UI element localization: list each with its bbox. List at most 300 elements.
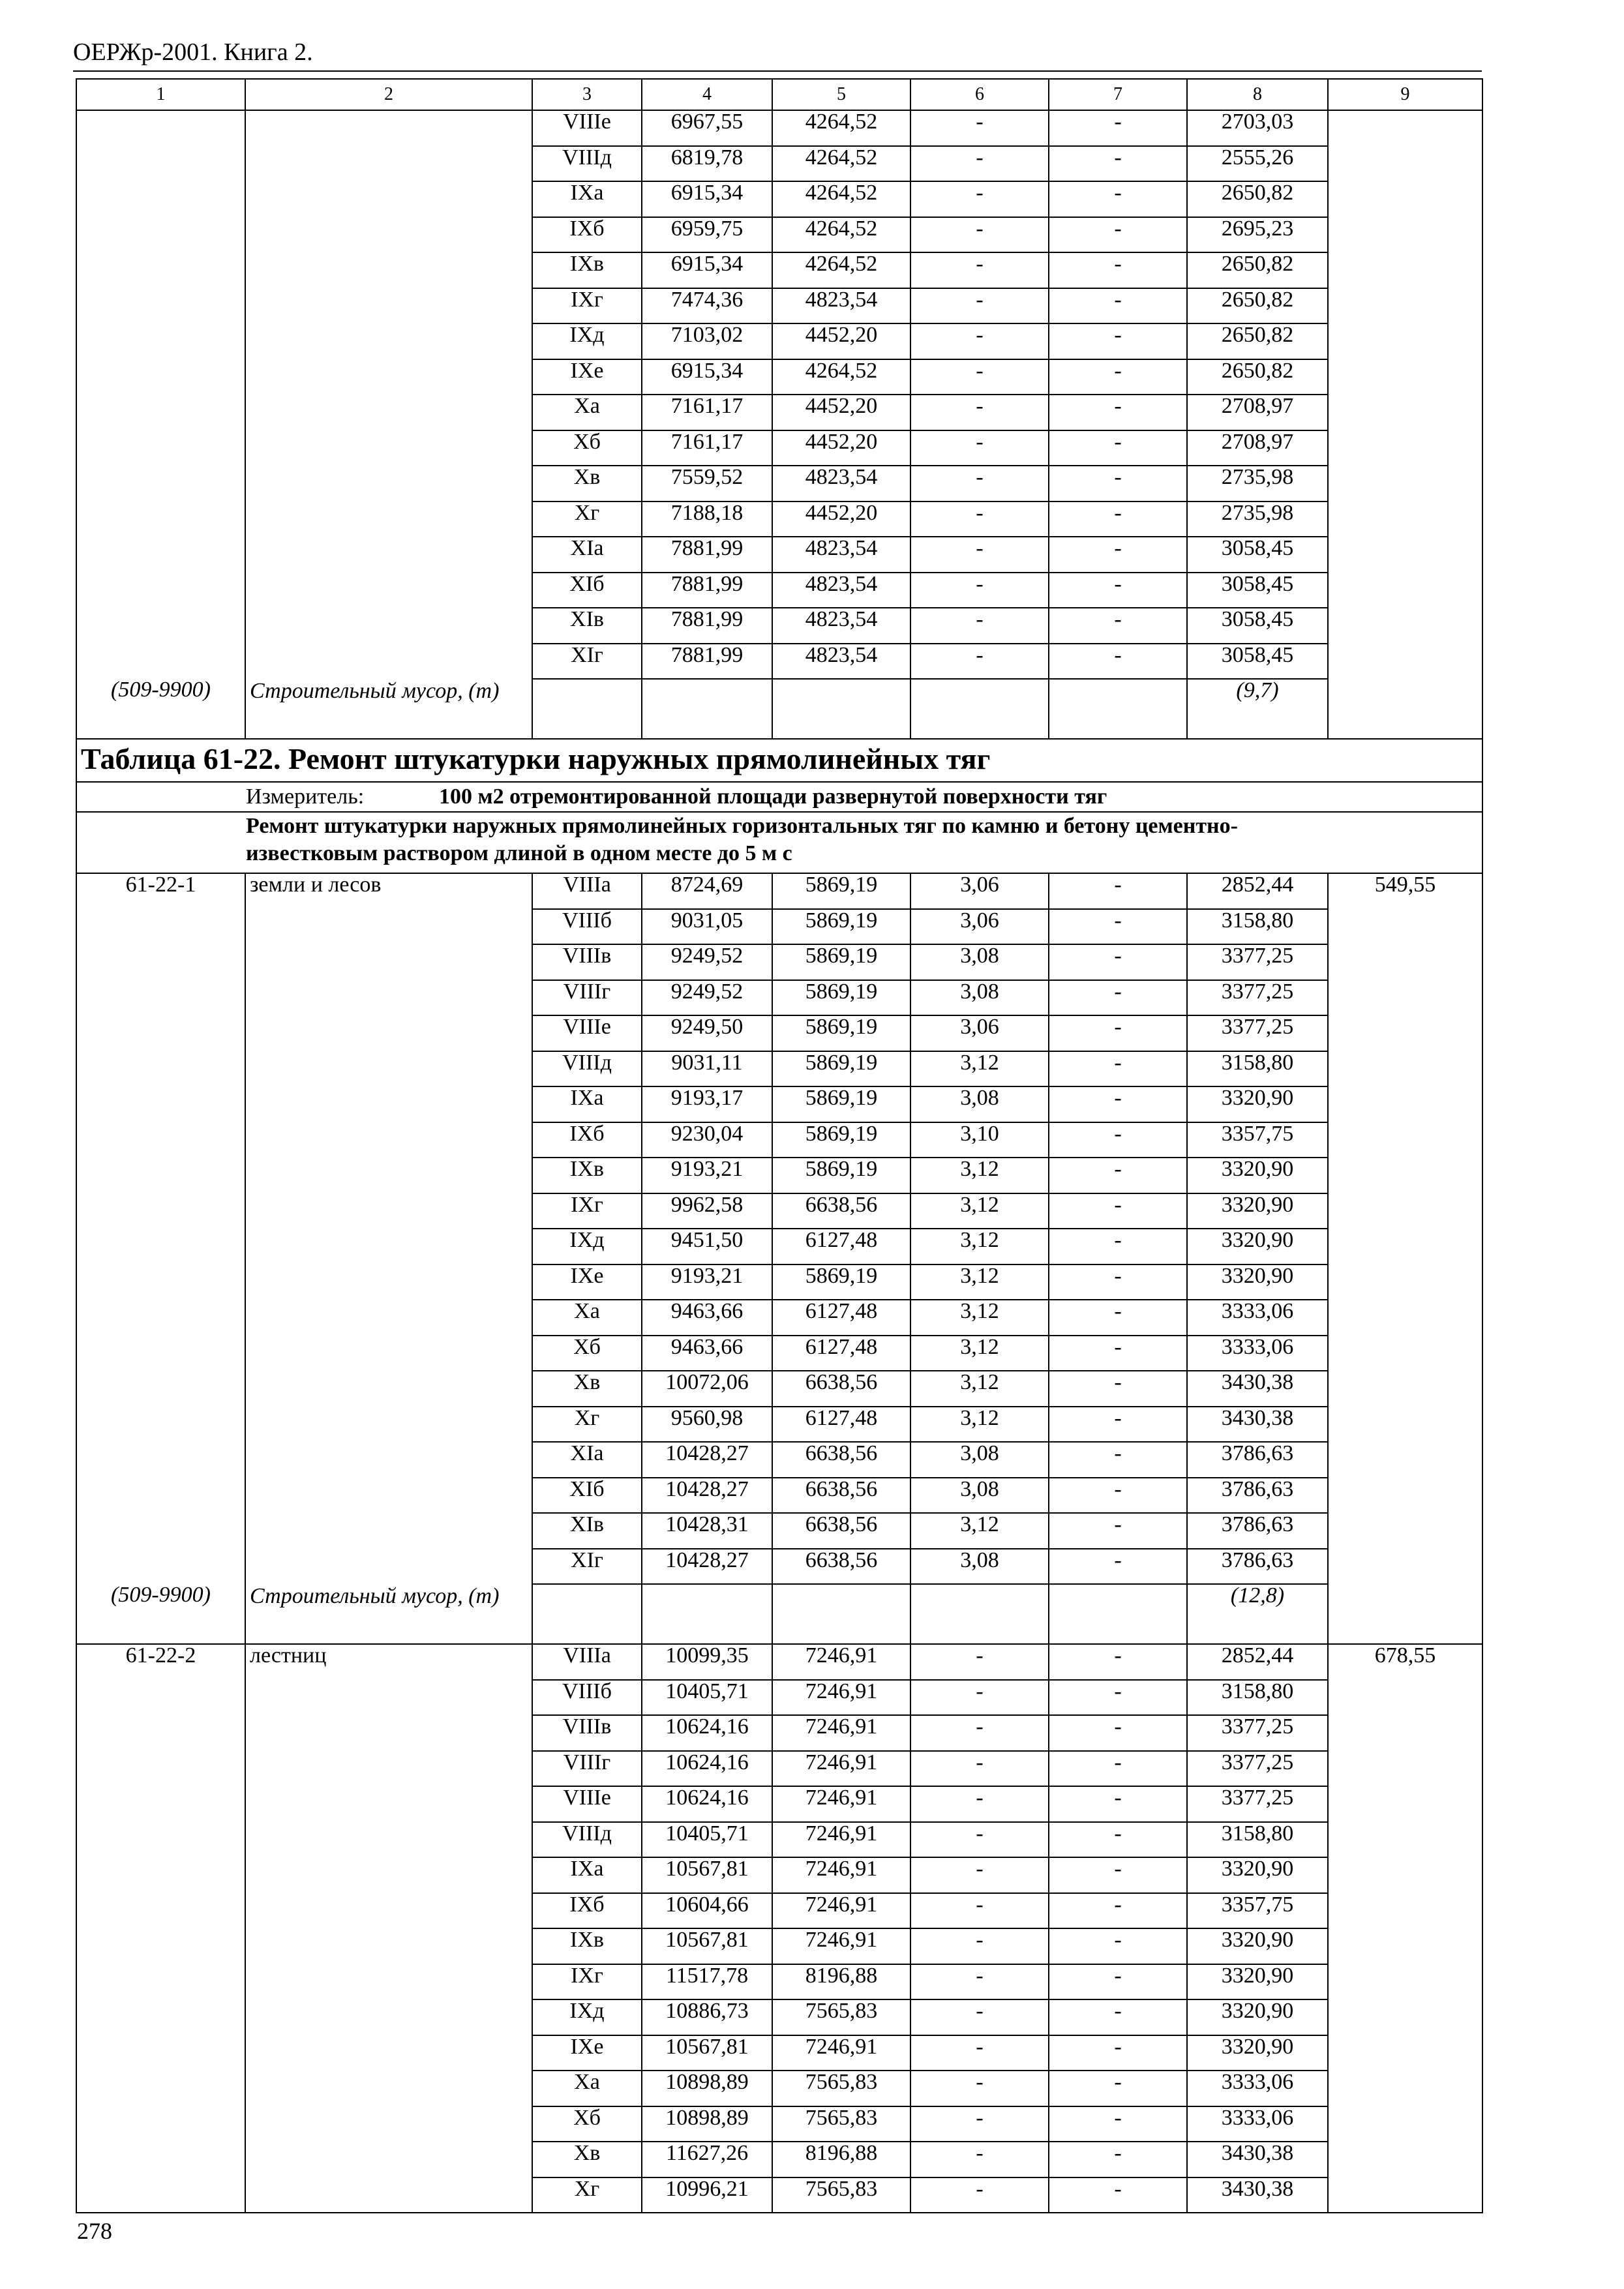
labor-cost [1328,1928,1482,1964]
total-cost: 7188,18 [642,501,772,537]
table-row [76,1786,1482,1822]
table-row [76,1336,1482,1371]
table-row [76,323,1482,359]
table-row [76,1999,1482,2035]
position-code [76,1122,245,1158]
labor-cost [1328,980,1482,1016]
machine-cost: - [910,1857,1049,1893]
position-code [76,909,245,945]
region-code: Xб [532,1336,642,1371]
wages: 7246,91 [772,1786,910,1822]
machine-cost: - [910,2177,1049,2213]
position-code [76,1964,245,2000]
machinist-wages: - [1049,1015,1187,1051]
region-code: IXд [532,1999,642,2035]
position-code [76,1442,245,1478]
region-code: IXе [532,2035,642,2071]
table-row [76,573,1482,608]
materials-cost: 2555,26 [1187,146,1328,182]
machinist-wages: - [1049,430,1187,466]
wages: 6127,48 [772,1336,910,1371]
wages: 4264,52 [772,181,910,217]
machine-cost: 3,06 [910,909,1049,945]
work-name [245,944,532,980]
labor-cost [1328,1442,1482,1478]
machine-cost: - [910,1715,1049,1751]
region-code: XIг [532,1549,642,1585]
total-cost: 10428,27 [642,1442,772,1478]
labor-cost [1328,944,1482,980]
empty-cell [1328,679,1482,739]
total-cost: 9463,66 [642,1300,772,1336]
work-name [245,181,532,217]
labor-cost [1328,146,1482,182]
position-code [76,1715,245,1751]
table-row [76,1442,1482,1478]
work-name [245,1549,532,1585]
work-name [245,430,532,466]
machine-cost: - [910,217,1049,253]
labor-cost [1328,1015,1482,1051]
debris-code: (509-9900) [76,1584,245,1644]
column-number: 1 [76,79,245,110]
table-row [76,2071,1482,2106]
position-code [76,1822,245,1858]
materials-cost: 2650,82 [1187,252,1328,288]
machinist-wages: - [1049,2071,1187,2106]
machinist-wages: - [1049,359,1187,395]
labor-cost [1328,1051,1482,1087]
region-code: Xб [532,430,642,466]
total-cost: 10604,66 [642,1893,772,1929]
machinist-wages: - [1049,980,1187,1016]
total-cost: 9249,52 [642,944,772,980]
table-row [76,466,1482,501]
machinist-wages: - [1049,466,1187,501]
work-name [245,1407,532,1443]
table-row [76,1478,1482,1514]
region-code: XIа [532,1442,642,1478]
region-code: VIIIб [532,1680,642,1716]
machine-cost: 3,10 [910,1122,1049,1158]
total-cost: 10567,81 [642,1928,772,1964]
total-cost: 10567,81 [642,2035,772,2071]
work-name [245,1336,532,1371]
position-code [76,1371,245,1407]
table-row [76,2035,1482,2071]
wages: 4264,52 [772,146,910,182]
machinist-wages: - [1049,110,1187,146]
machinist-wages: - [1049,217,1187,253]
region-code: IXг [532,1964,642,2000]
machinist-wages: - [1049,1442,1187,1478]
machinist-wages: - [1049,537,1187,573]
machinist-wages: - [1049,1371,1187,1407]
total-cost: 8724,69 [642,873,772,909]
materials-cost: 3058,45 [1187,644,1328,680]
total-cost: 6967,55 [642,110,772,146]
total-cost: 7881,99 [642,608,772,644]
materials-cost: 3786,63 [1187,1478,1328,1514]
total-cost: 10099,35 [642,1644,772,1680]
region-code: IXе [532,1264,642,1300]
total-cost: 9193,21 [642,1264,772,1300]
materials-cost: 2703,03 [1187,110,1328,146]
work-name [245,1680,532,1716]
wages: 7246,91 [772,1644,910,1680]
position-code [76,395,245,430]
materials-cost: 3786,63 [1187,1442,1328,1478]
position-code [76,1786,245,1822]
total-cost: 9031,05 [642,909,772,945]
machinist-wages: - [1049,252,1187,288]
wages: 7246,91 [772,2035,910,2071]
total-cost: 10624,16 [642,1751,772,1787]
labor-cost [1328,217,1482,253]
table-row [76,1513,1482,1549]
region-code: Xг [532,2177,642,2213]
region-code: VIIIб [532,909,642,945]
machine-cost: - [910,252,1049,288]
position-code [76,1015,245,1051]
machinist-wages: - [1049,1680,1187,1716]
machinist-wages: - [1049,288,1187,324]
table-row [76,288,1482,324]
position-code [76,2142,245,2177]
materials-cost: 3058,45 [1187,608,1328,644]
region-code: IXб [532,217,642,253]
materials-cost: 3320,90 [1187,1264,1328,1300]
table-row [76,2142,1482,2177]
position-code [76,110,245,146]
labor-cost [1328,1715,1482,1751]
materials-cost: 3333,06 [1187,1300,1328,1336]
work-name [245,608,532,644]
empty-cell [532,679,642,739]
materials-cost: 3377,25 [1187,1751,1328,1787]
machine-cost: - [910,110,1049,146]
work-name [245,1999,532,2035]
work-name [245,359,532,395]
work-name: лестниц [245,1644,532,1680]
machinist-wages: - [1049,1513,1187,1549]
labor-cost [1328,608,1482,644]
materials-cost: 2650,82 [1187,323,1328,359]
wages: 7246,91 [772,1751,910,1787]
total-cost: 7103,02 [642,323,772,359]
wages: 8196,88 [772,1964,910,2000]
wages: 6638,56 [772,1549,910,1585]
materials-cost: 2650,82 [1187,288,1328,324]
labor-cost [1328,537,1482,573]
total-cost: 10886,73 [642,1999,772,2035]
wages: 4823,54 [772,537,910,573]
labor-cost [1328,252,1482,288]
work-name [245,395,532,430]
machinist-wages: - [1049,1051,1187,1087]
total-cost: 10624,16 [642,1786,772,1822]
total-cost: 10428,31 [642,1513,772,1549]
empty-cell [532,1584,642,1644]
work-name [245,1193,532,1229]
materials-cost: 3320,90 [1187,1999,1328,2035]
wages: 5869,19 [772,1086,910,1122]
machinist-wages: - [1049,2177,1187,2213]
wages: 6638,56 [772,1193,910,1229]
machine-cost: 3,12 [910,1407,1049,1443]
work-name [245,1229,532,1264]
work-name [245,1371,532,1407]
wages: 5869,19 [772,980,910,1016]
column-number: 5 [772,79,910,110]
materials-cost: 3357,75 [1187,1122,1328,1158]
machinist-wages: - [1049,395,1187,430]
work-name [245,573,532,608]
wages: 6127,48 [772,1300,910,1336]
machine-cost: 3,12 [910,1371,1049,1407]
empty-cell [910,679,1049,739]
region-code: VIIIг [532,1751,642,1787]
meter-label: Измеритель: [246,785,365,809]
materials-cost: 3430,38 [1187,1371,1328,1407]
position-code [76,2106,245,2142]
labor-cost [1328,2142,1482,2177]
work-name [245,1928,532,1964]
meter-value: 100 м2 отремонтированной площади развернутой поверхности тяг [439,785,1107,809]
total-cost: 10567,81 [642,1857,772,1893]
work-name [245,466,532,501]
machine-cost: 3,12 [910,1158,1049,1193]
machine-cost: - [910,1680,1049,1716]
position-code [76,1051,245,1087]
labor-cost [1328,1822,1482,1858]
region-code: IXг [532,288,642,324]
machinist-wages: - [1049,501,1187,537]
machine-cost: - [910,430,1049,466]
machine-cost: - [910,1751,1049,1787]
labor-cost: 549,55 [1328,873,1482,909]
machine-cost: 3,12 [910,1264,1049,1300]
machine-cost: 3,12 [910,1513,1049,1549]
machine-cost: - [910,359,1049,395]
materials-cost: 3377,25 [1187,1715,1328,1751]
region-code: Xа [532,1300,642,1336]
total-cost: 6819,78 [642,146,772,182]
region-code: IXв [532,1928,642,1964]
materials-cost: 3320,90 [1187,1158,1328,1193]
wages: 5869,19 [772,1015,910,1051]
machine-cost: - [910,1928,1049,1964]
position-code [76,2177,245,2213]
machinist-wages: - [1049,1478,1187,1514]
region-code: VIIIа [532,1644,642,1680]
work-name [245,644,532,680]
position-code [76,980,245,1016]
machinist-wages: - [1049,944,1187,980]
work-name [245,1086,532,1122]
region-code: XIб [532,1478,642,1514]
wages: 4823,54 [772,644,910,680]
position-code [76,2071,245,2106]
wages: 7246,91 [772,1893,910,1929]
table-row [76,395,1482,430]
labor-cost [1328,909,1482,945]
table-row [76,1680,1482,1716]
labor-cost [1328,1964,1482,2000]
machine-cost: - [910,395,1049,430]
machine-cost: 3,06 [910,1015,1049,1051]
materials-cost: 2735,98 [1187,501,1328,537]
materials-cost: 2650,82 [1187,359,1328,395]
region-code: VIIIв [532,1715,642,1751]
work-name [245,2177,532,2213]
total-cost: 7161,17 [642,395,772,430]
total-cost: 7881,99 [642,537,772,573]
machine-cost: - [910,2035,1049,2071]
meter-row [76,782,1482,812]
region-code: VIIIд [532,146,642,182]
work-name [245,110,532,146]
work-name [245,980,532,1016]
position-code [76,537,245,573]
total-cost: 7559,52 [642,466,772,501]
labor-cost [1328,1229,1482,1264]
debris-name: Строительный мусор, (т) [245,1584,532,1644]
machinist-wages: - [1049,323,1187,359]
table-row [76,1549,1482,1585]
materials-cost: 3058,45 [1187,573,1328,608]
region-code: VIIIд [532,1051,642,1087]
table-row [76,1158,1482,1193]
machinist-wages: - [1049,1893,1187,1929]
position-code [76,146,245,182]
work-name [245,1822,532,1858]
labor-cost [1328,1336,1482,1371]
machine-cost: - [910,501,1049,537]
table-row [76,980,1482,1016]
position-code: 61-22-1 [76,873,245,909]
table-row [76,1193,1482,1229]
region-code: XIб [532,573,642,608]
machine-cost: 3,12 [910,1229,1049,1264]
work-name [245,1264,532,1300]
work-name [245,217,532,253]
labor-cost [1328,359,1482,395]
table-row [76,1015,1482,1051]
position-code [76,1999,245,2035]
machine-cost: 3,08 [910,1442,1049,1478]
position-code [76,359,245,395]
total-cost: 6959,75 [642,217,772,253]
machine-cost: - [910,2142,1049,2177]
table-row [76,181,1482,217]
machine-cost: - [910,466,1049,501]
work-name [245,909,532,945]
materials-cost: 3158,80 [1187,1822,1328,1858]
materials-cost: 2650,82 [1187,181,1328,217]
region-code: XIв [532,608,642,644]
machine-cost: - [910,288,1049,324]
materials-cost: 3158,80 [1187,909,1328,945]
wages: 5869,19 [772,1158,910,1193]
materials-cost: 2708,97 [1187,430,1328,466]
total-cost: 6915,34 [642,252,772,288]
wages: 5869,19 [772,909,910,945]
wages: 4452,20 [772,430,910,466]
machinist-wages: - [1049,644,1187,680]
table-title-row [76,739,1482,782]
labor-cost [1328,1086,1482,1122]
position-code [76,252,245,288]
position-code [76,181,245,217]
total-cost: 9560,98 [642,1407,772,1443]
work-name [245,1715,532,1751]
labor-cost [1328,288,1482,324]
region-code: IXб [532,1122,642,1158]
total-cost: 7161,17 [642,430,772,466]
machinist-wages: - [1049,1158,1187,1193]
wages: 4264,52 [772,359,910,395]
machinist-wages: - [1049,146,1187,182]
total-cost: 7881,99 [642,573,772,608]
region-code: VIIIа [532,873,642,909]
table-row [76,1893,1482,1929]
work-name [245,1051,532,1087]
materials-cost: 3320,90 [1187,2035,1328,2071]
position-code [76,573,245,608]
materials-cost: 3377,25 [1187,980,1328,1016]
table-body [76,79,1482,2213]
region-code: IXв [532,252,642,288]
region-code: Xг [532,1407,642,1443]
table-row [76,1264,1482,1300]
table-row [76,1964,1482,2000]
machinist-wages: - [1049,1193,1187,1229]
position-code [76,1680,245,1716]
region-code: IXб [532,1893,642,1929]
wages: 4823,54 [772,573,910,608]
column-number: 2 [245,79,532,110]
total-cost: 9249,52 [642,980,772,1016]
wages: 4264,52 [772,110,910,146]
work-name [245,1786,532,1822]
machinist-wages: - [1049,1407,1187,1443]
position-code: 61-22-2 [76,1644,245,1680]
wages: 5869,19 [772,873,910,909]
wages: 6127,48 [772,1407,910,1443]
machinist-wages: - [1049,1786,1187,1822]
labor-cost [1328,1893,1482,1929]
materials-cost: 3377,25 [1187,1786,1328,1822]
machinist-wages: - [1049,1964,1187,2000]
wages: 6638,56 [772,1513,910,1549]
position-code [76,288,245,324]
column-number: 7 [1049,79,1187,110]
table-row [76,873,1482,909]
materials-cost: 3430,38 [1187,2142,1328,2177]
wages: 5869,19 [772,1122,910,1158]
labor-cost [1328,1786,1482,1822]
total-cost: 9193,17 [642,1086,772,1122]
position-code [76,1751,245,1787]
total-cost: 11517,78 [642,1964,772,2000]
region-code: IXа [532,181,642,217]
labor-cost [1328,1264,1482,1300]
debris-value: (12,8) [1187,1584,1328,1644]
wages: 4264,52 [772,217,910,253]
materials-cost: 3377,25 [1187,944,1328,980]
wages: 4452,20 [772,395,910,430]
